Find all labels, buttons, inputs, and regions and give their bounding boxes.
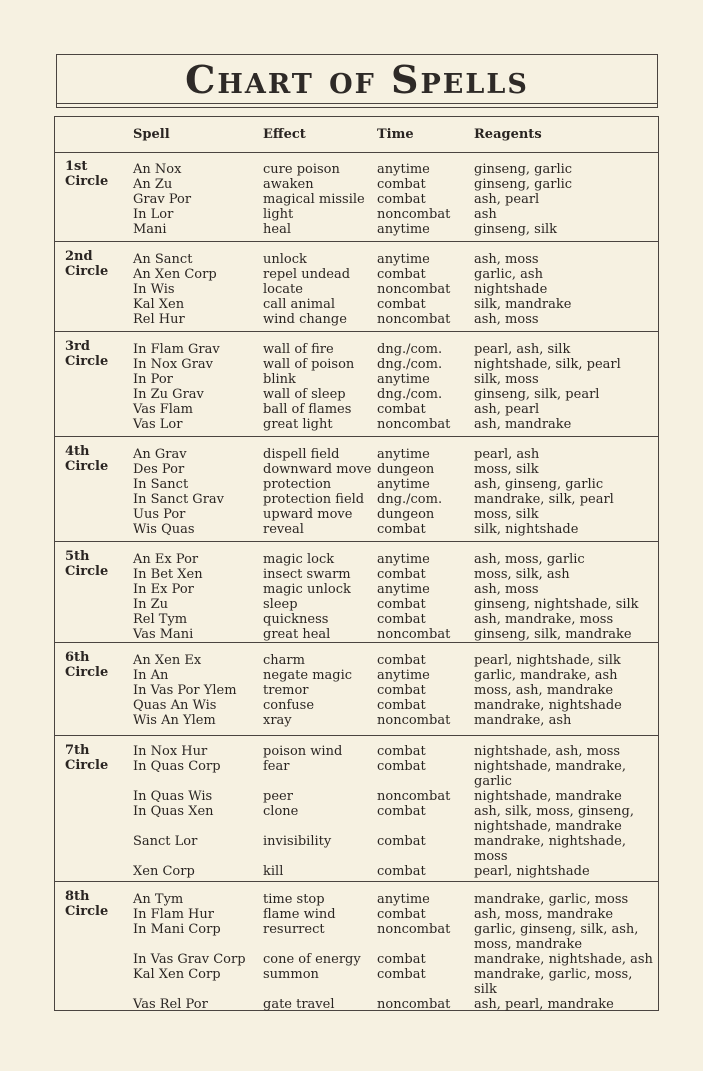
spell-name: Vas Mani: [133, 627, 194, 642]
spell-reagents: silk, moss: [474, 372, 539, 387]
spell-effect: poison wind: [263, 744, 343, 759]
spell-time: combat: [377, 907, 426, 922]
spell-effect: wall of fire: [263, 342, 334, 357]
circle-section: [55, 437, 658, 542]
spell-effect: wall of sleep: [263, 387, 346, 402]
spell-reagents: ash, moss, garlic: [474, 552, 585, 567]
spell-reagents: mandrake, garlic, moss: [474, 892, 629, 907]
spell-name: Quas An Wis: [133, 698, 217, 713]
spell-reagents: moss, silk: [474, 507, 539, 522]
spell-time: combat: [377, 597, 426, 612]
spell-time: combat: [377, 744, 426, 759]
spell-name: In Zu Grav: [133, 387, 204, 402]
spell-effect: kill: [263, 864, 284, 879]
circle-section: [55, 542, 658, 643]
spell-name: An Tym: [133, 892, 184, 907]
header-reagents: Reagents: [474, 127, 542, 142]
spell-name: In Por: [133, 372, 173, 387]
spell-reagents: ash, pearl: [474, 192, 540, 207]
circle-label: 2nd Circle: [65, 249, 109, 279]
circle-label: 4th Circle: [65, 444, 109, 474]
spell-time: combat: [377, 177, 426, 192]
spell-effect: repel undead: [263, 267, 351, 282]
spell-name: In Vas Grav Corp: [133, 952, 246, 967]
spell-effect: xray: [263, 713, 292, 728]
spell-effect: blink: [263, 372, 296, 387]
title-underline: [57, 103, 657, 104]
spell-time: anytime: [377, 222, 430, 237]
circle-section: [55, 242, 658, 332]
spell-name: Grav Por: [133, 192, 192, 207]
spell-time: noncombat: [377, 207, 451, 222]
spell-time: combat: [377, 804, 426, 819]
spell-reagents: moss, ash, mandrake: [474, 683, 614, 698]
spell-reagents: nightshade: [474, 282, 548, 297]
spell-name: In Quas Corp: [133, 759, 221, 774]
spell-time: combat: [377, 967, 426, 982]
spell-effect: light: [263, 207, 294, 222]
spell-name: An Ex Por: [133, 552, 199, 567]
header-spell: Spell: [133, 127, 170, 142]
spell-reagents: moss, silk: [474, 462, 539, 477]
spell-time: dungeon: [377, 462, 435, 477]
circle-label: 5th Circle: [65, 549, 109, 579]
spell-time: noncombat: [377, 282, 451, 297]
spell-effect: gate travel: [263, 997, 335, 1012]
spell-effect: sleep: [263, 597, 298, 612]
spell-effect: magic lock: [263, 552, 335, 567]
spell-name: In Sanct: [133, 477, 189, 492]
spell-reagents: moss, silk, ash: [474, 567, 570, 582]
spell-reagents: ginseng, silk: [474, 222, 558, 237]
title-box: [56, 54, 658, 108]
circle-section: [55, 643, 658, 736]
spell-name: In Vas Por Ylem: [133, 683, 237, 698]
spell-reagents: mandrake, nightshade: [474, 698, 622, 713]
spell-reagents: ash, moss: [474, 312, 539, 327]
spell-reagents: nightshade, mandrake, garlic: [474, 759, 626, 789]
spell-effect: tremor: [263, 683, 309, 698]
circle-section: [55, 882, 658, 1012]
spell-reagents: mandrake, garlic, moss, silk: [474, 967, 633, 997]
spell-reagents: mandrake, silk, pearl: [474, 492, 614, 507]
spell-reagents: ginseng, garlic: [474, 162, 573, 177]
spell-name: In Sanct Grav: [133, 492, 224, 507]
spell-time: anytime: [377, 372, 430, 387]
spell-effect: upward move: [263, 507, 353, 522]
spell-time: noncombat: [377, 713, 451, 728]
spell-name: Vas Flam: [133, 402, 194, 417]
spell-reagents: ash, moss: [474, 582, 539, 597]
spell-name: Uus Por: [133, 507, 186, 522]
circle-label: 8th Circle: [65, 889, 109, 919]
spell-name: An Xen Corp: [133, 267, 217, 282]
spell-effect: locate: [263, 282, 303, 297]
spell-name: Wis Quas: [133, 522, 195, 537]
spell-name: Wis An Ylem: [133, 713, 216, 728]
spell-time: anytime: [377, 552, 430, 567]
spell-name: Vas Rel Por: [133, 997, 208, 1012]
spell-effect: cone of energy: [263, 952, 361, 967]
circle-label: 1st Circle: [65, 159, 109, 189]
spell-effect: ball of flames: [263, 402, 352, 417]
spell-effect: protection field: [263, 492, 365, 507]
spell-reagents: mandrake, nightshade, moss: [474, 834, 626, 864]
spell-time: anytime: [377, 252, 430, 267]
spell-reagents: ash, silk, moss, ginseng, nightshade, mandrake: [474, 804, 634, 834]
spell-time: noncombat: [377, 627, 451, 642]
spell-reagents: garlic, ginseng, silk, ash, moss, mandrake: [474, 922, 639, 952]
spell-effect: peer: [263, 789, 293, 804]
spell-reagents: pearl, nightshade: [474, 864, 590, 879]
spell-effect: heal: [263, 222, 291, 237]
spell-effect: confuse: [263, 698, 315, 713]
spell-time: combat: [377, 267, 426, 282]
spell-time: combat: [377, 567, 426, 582]
spell-reagents: ginseng, nightshade, silk: [474, 597, 639, 612]
spell-effect: unlock: [263, 252, 307, 267]
spell-name: In Mani Corp: [133, 922, 221, 937]
spell-reagents: pearl, nightshade, silk: [474, 653, 621, 668]
spell-time: combat: [377, 402, 426, 417]
spell-effect: invisibility: [263, 834, 332, 849]
spell-effect: negate magic: [263, 668, 353, 683]
spell-name: In Ex Por: [133, 582, 194, 597]
spell-name: In Zu: [133, 597, 169, 612]
spell-name: Vas Lor: [133, 417, 183, 432]
spell-reagents: mandrake, nightshade, ash: [474, 952, 653, 967]
spell-effect: dispell field: [263, 447, 340, 462]
spell-reagents: pearl, ash, silk: [474, 342, 571, 357]
spell-reagents: silk, nightshade: [474, 522, 579, 537]
spell-name: Mani: [133, 222, 167, 237]
spell-effect: fear: [263, 759, 290, 774]
spell-effect: flame wind: [263, 907, 336, 922]
spell-time: dng./com.: [377, 387, 443, 402]
spell-effect: cure poison: [263, 162, 340, 177]
spell-name: An Zu: [133, 177, 173, 192]
spell-reagents: mandrake, ash: [474, 713, 572, 728]
spell-effect: awaken: [263, 177, 314, 192]
spell-reagents: ash, mandrake: [474, 417, 572, 432]
spell-reagents: silk, mandrake: [474, 297, 572, 312]
spell-effect: wind change: [263, 312, 347, 327]
spell-effect: magic unlock: [263, 582, 351, 597]
spell-effect: summon: [263, 967, 319, 982]
spell-time: noncombat: [377, 312, 451, 327]
spell-time: combat: [377, 653, 426, 668]
spell-name: Sanct Lor: [133, 834, 198, 849]
circle-label: 6th Circle: [65, 650, 109, 680]
spell-time: noncombat: [377, 417, 451, 432]
spell-time: anytime: [377, 162, 430, 177]
spell-name: In Lor: [133, 207, 174, 222]
table-header: [55, 117, 658, 153]
spell-effect: great light: [263, 417, 333, 432]
spell-time: combat: [377, 612, 426, 627]
spell-name: In Quas Xen: [133, 804, 214, 819]
header-effect: Effect: [263, 127, 306, 142]
spell-effect: time stop: [263, 892, 325, 907]
spell-reagents: nightshade, silk, pearl: [474, 357, 621, 372]
header-time: Time: [377, 127, 414, 142]
spell-effect: call animal: [263, 297, 335, 312]
spell-reagents: ash, pearl: [474, 402, 540, 417]
spell-name: In An: [133, 668, 169, 683]
spell-effect: protection: [263, 477, 332, 492]
spell-reagents: ash, ginseng, garlic: [474, 477, 604, 492]
spell-name: In Nox Hur: [133, 744, 208, 759]
page-title: Chart of Spells: [185, 56, 529, 102]
spell-reagents: garlic, ash: [474, 267, 543, 282]
spell-name: Kal Xen: [133, 297, 185, 312]
spell-name: Xen Corp: [133, 864, 195, 879]
spell-time: dng./com.: [377, 357, 443, 372]
spell-reagents: nightshade, mandrake: [474, 789, 622, 804]
spell-reagents: pearl, ash: [474, 447, 540, 462]
spell-time: anytime: [377, 582, 430, 597]
spell-effect: reveal: [263, 522, 304, 537]
spell-reagents: ginseng, silk, pearl: [474, 387, 600, 402]
spell-name: An Sanct: [133, 252, 193, 267]
circle-section: [55, 332, 658, 437]
spell-time: combat: [377, 522, 426, 537]
spell-name: An Nox: [133, 162, 182, 177]
circle-section: [55, 736, 658, 882]
spell-time: dng./com.: [377, 492, 443, 507]
spell-time: anytime: [377, 477, 430, 492]
spell-effect: magical missile: [263, 192, 365, 207]
spell-effect: downward move: [263, 462, 372, 477]
spell-effect: insect swarm: [263, 567, 351, 582]
spell-effect: wall of poison: [263, 357, 355, 372]
spell-name: An Xen Ex: [133, 653, 202, 668]
spell-table: [54, 116, 659, 1011]
spell-name: Kal Xen Corp: [133, 967, 221, 982]
spell-reagents: ash, pearl, mandrake: [474, 997, 614, 1012]
spell-name: In Bet Xen: [133, 567, 203, 582]
spell-time: combat: [377, 297, 426, 312]
spell-reagents: garlic, mandrake, ash: [474, 668, 618, 683]
spell-name: In Nox Grav: [133, 357, 213, 372]
spell-reagents: ash, moss: [474, 252, 539, 267]
spell-effect: charm: [263, 653, 305, 668]
spell-time: noncombat: [377, 997, 451, 1012]
spell-name: In Quas Wis: [133, 789, 213, 804]
spell-effect: great heal: [263, 627, 331, 642]
spell-time: combat: [377, 759, 426, 774]
spell-name: In Flam Hur: [133, 907, 214, 922]
spell-reagents: ash, mandrake, moss: [474, 612, 614, 627]
spell-effect: clone: [263, 804, 299, 819]
spell-name: Des Por: [133, 462, 185, 477]
spell-effect: resurrect: [263, 922, 325, 937]
spell-time: anytime: [377, 892, 430, 907]
spell-reagents: ginseng, garlic: [474, 177, 573, 192]
spell-name: In Wis: [133, 282, 175, 297]
circle-label: 7th Circle: [65, 743, 109, 773]
spell-time: anytime: [377, 447, 430, 462]
spell-reagents: ginseng, silk, mandrake: [474, 627, 632, 642]
spell-time: combat: [377, 683, 426, 698]
spell-name: In Flam Grav: [133, 342, 220, 357]
spell-time: combat: [377, 864, 426, 879]
spell-reagents: ash: [474, 207, 497, 222]
spell-time: combat: [377, 952, 426, 967]
spell-time: anytime: [377, 668, 430, 683]
spell-effect: quickness: [263, 612, 329, 627]
spell-time: dungeon: [377, 507, 435, 522]
spell-time: noncombat: [377, 789, 451, 804]
spell-name: Rel Hur: [133, 312, 185, 327]
circle-section: [55, 152, 658, 242]
spell-time: combat: [377, 192, 426, 207]
circle-label: 3rd Circle: [65, 339, 109, 369]
spell-time: combat: [377, 698, 426, 713]
spell-reagents: ash, moss, mandrake: [474, 907, 614, 922]
spell-time: dng./com.: [377, 342, 443, 357]
spell-reagents: nightshade, ash, moss: [474, 744, 621, 759]
spell-time: combat: [377, 834, 426, 849]
spell-time: noncombat: [377, 922, 451, 937]
spell-name: An Grav: [133, 447, 187, 462]
spell-name: Rel Tym: [133, 612, 188, 627]
